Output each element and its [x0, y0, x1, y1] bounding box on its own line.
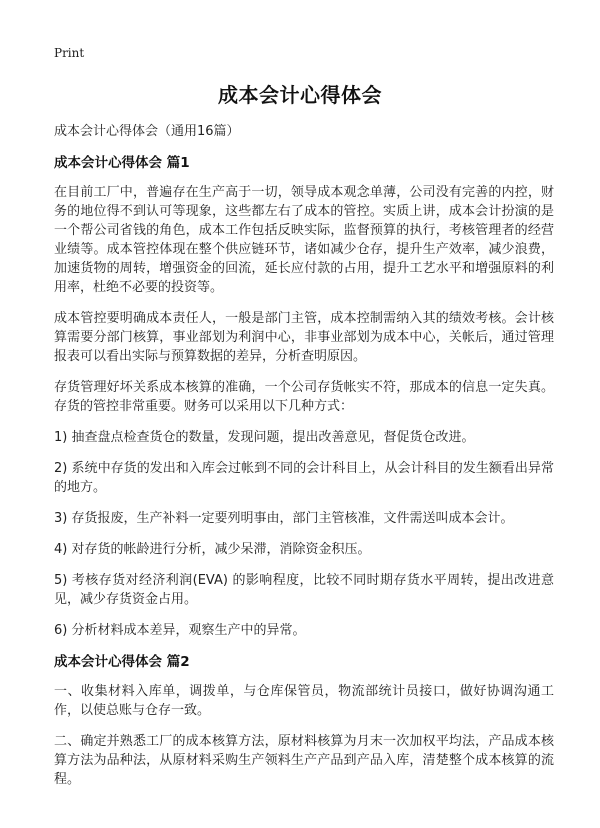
paragraph: 成本管控要明确成本责任人，一般是部门主管，成本控制需纳入其的绩效考核。会计核算需要分部门核算，事业部划为利润中心，非事业部划为成本中心，关帐后，通过管理报表可以看出实际与预算数据的差异，分析查明原因。 [54, 311, 554, 364]
document-title: 成本会计心得体会 [218, 83, 382, 107]
paragraph: 在目前工厂中，普遍存在生产高于一切，领导成本观念单薄，公司没有完善的内控，财务的地位得不到认可等现象，这些都左右了成本的管控。实质上讲，成本会计扮演的是一个帮公司省钱的角色，成本工作包括反映实际，监督预算的执行，考核管理者的经营业绩等。成本管控体现在整个供应链环节，诸如减少仓存，提升生产效率，减少浪费，加速货物的周转，增强资金的回流，延长应付款的占用，提升工艺水平和增强原料的利用率，杜绝不必要的投资等。 [54, 185, 554, 295]
paragraph: 存货管理好坏关系成本核算的准确，一个公司存货帐实不符，那成本的信息一定失真。存货的管控非常重要。财务可以采用以下几种方式： [54, 380, 554, 414]
section-2 [54, 652, 554, 789]
paragraph: 一、收集材料入库单，调拨单，与仓库保管员，物流部统计员接口，做好协调沟通工作，以使总账与仓存一致。 [54, 684, 554, 718]
document-subtitle: 成本会计心得体会（通用16篇） [54, 124, 240, 139]
document-body [54, 122, 554, 801]
paragraph: 二、确定并熟悉工厂的成本核算方法，原材料核算为月末一次加权平均法，产品成本核算方法为品种法，从原材料采购生产领料生产产品到产品入库，清楚整个成本核算的流程。 [54, 734, 554, 787]
section-heading: 成本会计心得体会 篇2 [54, 654, 190, 670]
section-heading: 成本会计心得体会 篇1 [54, 155, 190, 171]
list-item: 5) 考核存货对经济利润(EVA) 的影响程度，比较不同时期存货水平周转，提出改进意见，减少存货资金占用。 [54, 573, 554, 607]
list-item: 2) 系统中存货的发出和入库会过帐到不同的会计科目上，从会计科目的发生额看出异常的地方。 [54, 461, 554, 495]
list-item: 1) 抽查盘点检查货仓的数量，发现问题，提出改善意见，督促货仓改进。 [54, 430, 475, 445]
list-item: 6) 分析材料成本差异，观察生产中的异常。 [54, 623, 306, 638]
list-item: 4) 对存货的帐龄进行分析，减少呆滞，消除资金积压。 [54, 542, 371, 557]
section-1 [54, 153, 554, 640]
list-item: 3) 存货报废，生产补料一定要列明事由，部门主管核准，文件需送叫成本会计。 [54, 511, 514, 526]
print-link[interactable]: Print [54, 46, 85, 60]
